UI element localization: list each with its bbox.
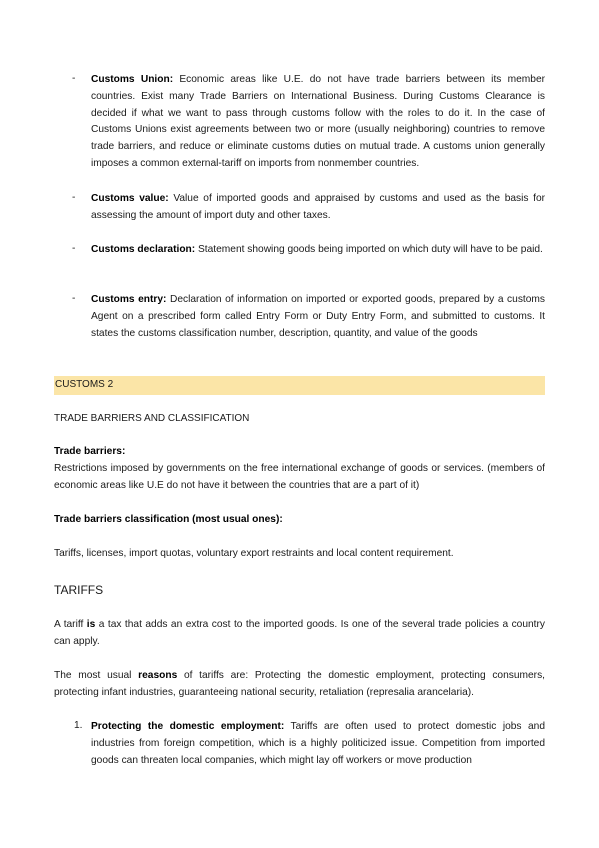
bullet-marker: - xyxy=(72,73,76,84)
text-part: A tariff xyxy=(54,619,87,630)
bullet-text: Declaration of information on imported or exported goods, prepared by a customs Agent on a prescribed form called Entry Form or Duty Entry Form, and submitted to customs. It states the customs classification number, description, quantity, and value of the goods xyxy=(91,294,545,339)
section-label: CUSTOMS 2 xyxy=(55,379,114,390)
numbered-text: Tariffs are often used to protect domestic jobs and industries from foreign competition, which is a highly politicized issue. Competition from imported goods can threaten local companies, which might lay off workers or move production xyxy=(91,721,545,766)
tariff-definition xyxy=(54,617,545,651)
subtitle: TRADE BARRIERS AND CLASSIFICATION xyxy=(54,413,250,424)
classification-heading xyxy=(54,514,283,525)
text-part: of tariffs are: Protecting the domestic employment, protecting consumers, protecting infant industries, guaranteeing national security, retaliation (represalia arancelaria). xyxy=(54,670,545,698)
numbered-term: Protecting the domestic employment: xyxy=(91,721,285,732)
bullet-item-customs-entry xyxy=(91,292,545,342)
text-bold: is xyxy=(86,619,96,630)
tariffs-heading: TARIFFS xyxy=(54,583,104,597)
heading-text: Trade barriers classification (most usual ones): xyxy=(54,514,283,525)
bullet-term: Customs value: xyxy=(91,193,169,204)
text-part: a tax that adds an extra cost to the imported goods. Is one of the several trade policies a country can apply. xyxy=(54,619,545,647)
trade-barriers-heading xyxy=(54,446,125,457)
bullet-item-customs-value xyxy=(91,191,545,225)
bullet-marker: - xyxy=(72,293,76,304)
bullet-item-customs-union xyxy=(91,72,545,173)
classification-text: Tariffs, licenses, import quotas, voluntary export restraints and local content requirement. xyxy=(54,548,454,559)
bullet-text: Value of imported goods and appraised by customs and used as the basis for assessing the amount of import duty and other taxes. xyxy=(91,193,546,221)
trade-barriers-text: Restrictions imposed by governments on the free international exchange of goods or services. (members of economic areas like U.E do not have it between the countries that are a part of it) xyxy=(54,463,545,491)
section-highlight xyxy=(54,376,545,395)
tariff-reasons xyxy=(54,668,545,702)
bullet-term: Customs Union: xyxy=(91,74,174,85)
bullet-text: Economic areas like U.E. do not have trade barriers between its member countries. Exist many Trade Barriers on International Business. During Customs Clearance is decided if what we want to pass through customs follow with the roles to do it. In the case of Customs Unions exist agreements between two or more (usually neighboring) countries to remove trade barriers, and reduce or eliminate customs duties on mutual trade. A customs union generally imposes a common external-tariff on imports from nonmember countries. xyxy=(91,74,545,169)
heading-text: Trade barriers: xyxy=(54,446,126,457)
bullet-text: Statement showing goods being imported on which duty will have to be paid. xyxy=(195,244,543,255)
text-part: The most usual xyxy=(54,670,139,681)
list-number: 1. xyxy=(74,720,83,731)
text-bold: reasons xyxy=(138,670,178,681)
bullet-term: Customs declaration: xyxy=(91,244,196,255)
bullet-item-customs-declaration xyxy=(91,242,545,259)
bullet-marker: - xyxy=(72,243,76,254)
bullet-marker: - xyxy=(72,192,76,203)
numbered-item-protecting-employment xyxy=(91,719,545,769)
bullet-term: Customs entry: xyxy=(91,294,167,305)
